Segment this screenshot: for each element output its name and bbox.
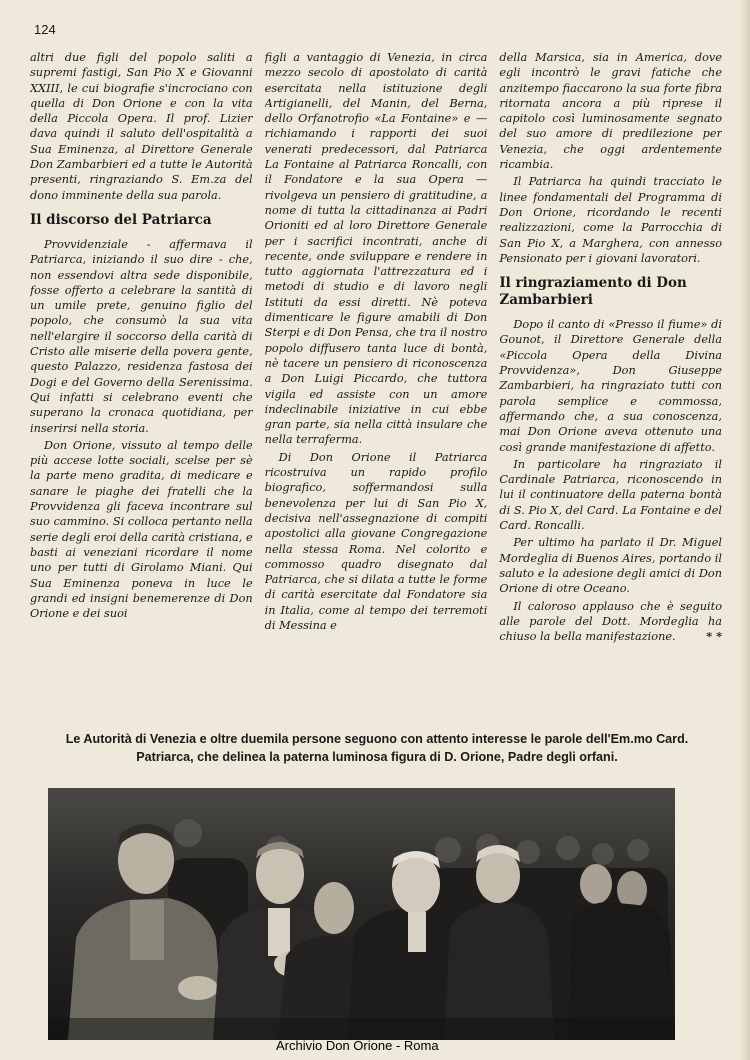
paragraph — [499, 599, 722, 645]
paragraph: della Marsica, sia in America, dove egli incontrò le gravi fatiche che anzitempo fiaccarono la sua forte fibra ritornata ancora a più riprese il capitolo così luminosamente segnato del suo amore di predilezione per Venezia, che oggi ardentemente ricambia. — [499, 51, 723, 172]
audience-photo — [48, 788, 675, 1040]
paragraph: figli a vantaggio di Venezia, in circa mezzo secolo di apostolato di carità esercitata nella istituzione degli Artigianelli, del Manin, del Berna, dello Orfanotrofio «La Fontaine» e — richiamando i rapporti dei suoi venerati predecessori, dal Patriarca La Fontaine al Patriarca Roncalli, con il Fondatore e la sua Opera — rivolgeva un pensiero di gratitudine, a nome di tutta la cittadinanza ai Padri Orioniti ed al loro Direttore Generale per i sacrifici incontrati, anche di recente, onde sviluppare e rendere in tutto aggiornata l'attrezzatura ed i metodi di studio e di lavoro negli Istituti da essi diretti. Nè poteva dimenticare le figure amabili di Don Sterpi e di Don Pensa, che tra il nostro popolo diffusero tanta luce di bontà, nè tacere un pensiero di riconoscenza a Don Luigi Piccardo, che tuttora vigila ed assiste con un amore indeclinabile iniziative in cui ebbe gran parte, sia nella città insulare che nella terraferma. — [264, 51, 488, 447]
column-3 — [499, 50, 722, 720]
paragraph: Don Orione, vissuto al tempo delle più accese lotte sociali, scelse per sè la parte meno gradita, di medicare e sanare le piaghe dei fratelli che la Provvidenza gli faceva incontrare sul suo cammino. Si colloca pertanto nella serie degli eroi della carità cristiana, e basti ai veneziani ricordare il nome uno per tutti di Girolamo Miani. Qui Sua Eminenza poneva in luce le grandi ed insigni benemerenze di Don Orione e dei suoi — [30, 438, 253, 621]
paragraph: Provvidenziale - affermava il Patriarca, iniziando il suo dire - che, non essendovi altra sede disponibile, fosse offerto a celebrare la santità di un umile prete, genuino figlio del popolo, che consumò la sua vita nell'elargire il soccorso della carità di Cristo alle miserie della povera gente, questo Palazzo, residenza fastosa dei Dogi e del Governo della Serenissima. Qui infatti si celebrano eventi che superano la cronaca quotidiana, per inserirsi nella storia. — [30, 237, 253, 435]
article-body — [30, 50, 722, 720]
paragraph: Di Don Orione il Patriarca ricostruiva un rapido profilo biografico, soffermandosi sulla benevolenza per lui di San Pio X, decisiva nell'assegnazione di compiti apostolici alla giovane Congregazione nella stessa Roma. Nel colorito e commosso quadro disegnato dal Patriarca, che si dilata a tutte le forme di carità esercitate dal Fondatore sia in Italia, come al tempo dei terremoti di Messina e — [264, 450, 488, 632]
paragraph: Per ultimo ha parlato il Dr. Miguel Mordeglia di Buenos Aires, portando il saluto e la adesione degli amici di Don Orione di otre Oceano. — [499, 536, 723, 596]
photo-caption: Le Autorità di Venezia e oltre duemila persone seguono con attento interesse le parole dell'Em.mo Card. Patriarca, che delinea la paterna luminosa figura di D. Orione, Padre degli orfani. — [65, 732, 689, 764]
paragraph-text: Il caloroso applauso che è seguito alle parole del Dott. Mordeglia ha chiuso la bella manifestazione. — [499, 599, 723, 644]
archive-watermark: Archivio Don Orione - Roma — [276, 1038, 439, 1053]
paragraph: In particolare ha ringraziato il Cardinale Patriarca, riconoscendo in lui il continuatore della paterna bontà di S. Pio X, del Card. La Fontaine e del Card. Roncalli. — [499, 457, 723, 533]
page-edge — [740, 0, 750, 1060]
page-number: 124 — [34, 22, 56, 37]
paragraph: Il Patriarca ha quindi tracciato le linee fondamentali del Programma di Don Orione, ricordando le recenti realizzazioni, come la Parrocchia di San Pio X, a Marghera, con annesso Pensionato per i giovani lavoratori. — [499, 175, 723, 265]
end-mark: * * — [706, 629, 723, 644]
photo-illustration — [48, 788, 675, 1040]
column-1 — [30, 50, 253, 720]
column-2 — [265, 50, 488, 720]
section-heading: Il discorso del Patriarca — [30, 211, 212, 228]
section-heading: Il ringraziamento di Don Zambarbieri — [499, 275, 687, 309]
paragraph: altri due figli del popolo saliti a supremi fastigi, San Pio X e Giovanni XXIII, le cui biografie s'incrociano con quella di Don Orione e con la vita della Piccola Opera. Il prof. Lizier dava quindi il saluto dell'ospitalità a Sua Eminenza, al Direttore Generale Don Zambarbieri ed a tutte le Autorità presenti, ringraziando S. Em.za del dono imminente della sua parola. — [30, 51, 253, 202]
paragraph: Dopo il canto di «Presso il fiume» di Gounot, il Direttore Generale della «Piccola Opera della Divina Provvidenza», Don Giuseppe Zambarbieri, ha ringraziato tutti con parola semplice e commossa, affermando che, a sua conoscenza, mai Don Orione aveva ottenuto una così grande manifestazione di affetto. — [499, 318, 723, 454]
